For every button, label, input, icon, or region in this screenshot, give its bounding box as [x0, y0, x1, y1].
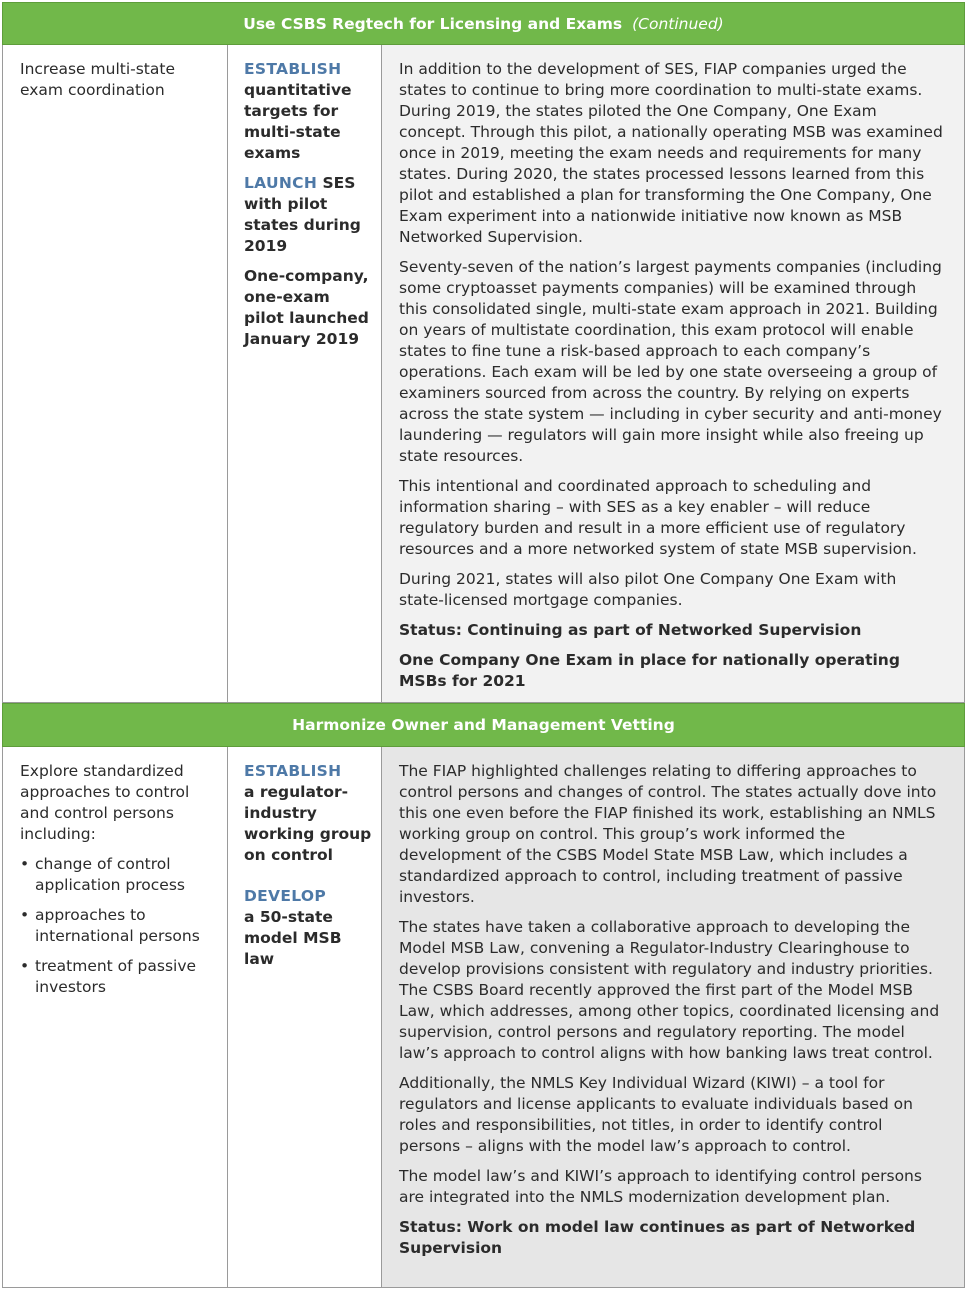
- progress-cell: [382, 747, 964, 1287]
- action-text: quantitative targets for multi-state exams: [244, 81, 352, 162]
- status-line: Status: Continuing as part of Networked Supervision: [399, 621, 862, 639]
- action-keyword: LAUNCH: [244, 174, 318, 192]
- paragraph: In addition to the development of SES, FIAP companies urged the states to continue to bring more coordination to multi-state exams. During 2019, the states piloted the One Company, One Exam concept. Through this pilot, a nationally operating MSB was examined once in 2019, meeting the exam needs and requirements for many states. During 2020, the states processed lessons learned from this pilot and established a plan for transforming the One Company, One Exam experiment into a nationwide initiative now known as MSB Networked Supervision.: [399, 60, 943, 246]
- progress-cell: [382, 45, 964, 702]
- action-text: SES with pilot states during 2019: [244, 174, 361, 255]
- goal-cell: [3, 747, 228, 1287]
- action-text: One-company, one-exam pilot launched January 2019: [244, 267, 369, 348]
- table-row-exam-coordination: [2, 45, 965, 703]
- paragraph: Seventy-seven of the nation’s largest payments companies (including some cryptoasset payments companies) will be examined through this consolidated single, multi-state exam approach in 2021. Building on years of multistate coordination, this exam protocol will enable states to fine tune a risk-based approach to each company’s operations. Each exam will be led by one state overseeing a group of examiners sourced from across the country. By relying on experts across the state system — including in cyber security and anti-money laundering — regulators will gain more insight while also freeing up state resources.: [399, 258, 942, 465]
- continued-label: (Continued): [632, 14, 724, 33]
- section-header-regtech: [2, 2, 965, 45]
- paragraph: The model law’s and KIWI’s approach to identifying control persons are integrated into the NMLS modernization development plan.: [399, 1167, 922, 1206]
- action-item: [244, 266, 373, 350]
- section-title: Harmonize Owner and Management Vetting: [292, 716, 675, 734]
- action-item: [244, 761, 373, 866]
- bullet-list: [20, 854, 215, 998]
- action-item: [244, 59, 373, 164]
- paragraph: The states have taken a collaborative approach to developing the Model MSB Law, convening a Regulator-Industry Clearinghouse to develop provisions consistent with regulatory and industry priorities. The CSBS Board recently approved the first part of the Model MSB Law, which addresses, among other topics, coordinated licensing and supervision, control persons and regulatory reporting. The model law’s approach to control aligns with how banking laws treat control.: [399, 918, 940, 1062]
- strategy-table: [2, 2, 965, 1288]
- list-item: • treatment of passive investors: [20, 956, 215, 998]
- section-title: Use CSBS Regtech for Licensing and Exams: [243, 14, 623, 33]
- paragraph: The FIAP highlighted challenges relating to differing approaches to control persons and changes of control. The states actually dove into this one even before the FIAP finished its work, establishing an NMLS working group on control. This group’s work informed the development of the CSBS Model State MSB Law, which includes a standardized approach to control, including treatment of passive investors.: [399, 762, 937, 906]
- section-header-vetting: [2, 703, 965, 747]
- action-keyword: ESTABLISH: [244, 762, 342, 780]
- paragraph: During 2021, states will also pilot One Company One Exam with state-licensed mortgage companies.: [399, 570, 897, 609]
- action-item: [244, 886, 373, 970]
- action-text: a 50-state model MSB law: [244, 908, 342, 968]
- actions-cell: [228, 747, 382, 1287]
- goal-cell: [3, 45, 228, 702]
- status-line: Status: Work on model law continues as part of Networked Supervision: [399, 1218, 916, 1257]
- action-keyword: ESTABLISH: [244, 60, 342, 78]
- goal-text: Explore standardized approaches to control and control persons including:: [20, 762, 190, 843]
- paragraph: This intentional and coordinated approach to scheduling and information sharing – with SES as a key enabler – will reduce regulatory burden and result in a more efficient use of regulatory resources and a more networked system of state MSB supervision.: [399, 477, 917, 558]
- actions-cell: [228, 45, 382, 702]
- action-keyword: DEVELOP: [244, 887, 326, 905]
- list-item: • change of control application process: [20, 854, 215, 896]
- goal-text: Increase multi-state exam coordination: [20, 60, 175, 99]
- action-item: [244, 173, 373, 257]
- table-row-owner-vetting: [2, 747, 965, 1288]
- status-line: One Company One Exam in place for nationally operating MSBs for 2021: [399, 651, 900, 690]
- list-item: • approaches to international persons: [20, 905, 215, 947]
- action-text: a regulator-industry working group on control: [244, 783, 372, 864]
- paragraph: Additionally, the NMLS Key Individual Wizard (KIWI) – a tool for regulators and license applicants to evaluate individuals based on roles and responsibilities, not titles, in order to identify control persons – aligns with the model law’s approach to control.: [399, 1074, 913, 1155]
